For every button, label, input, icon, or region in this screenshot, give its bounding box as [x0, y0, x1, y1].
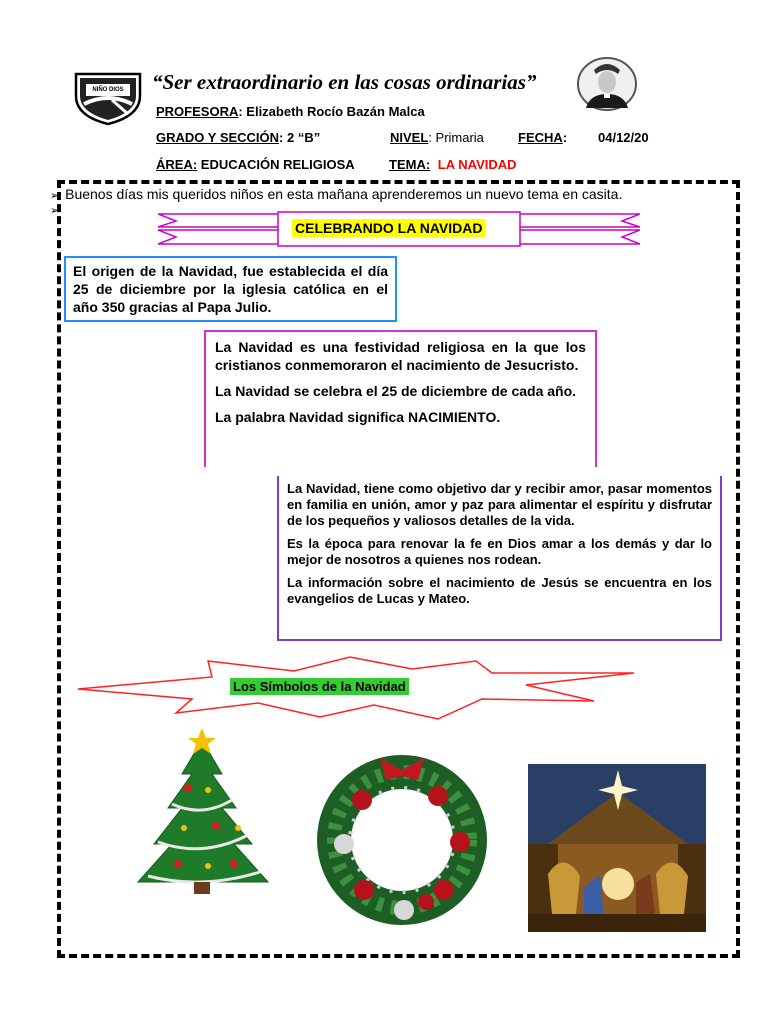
- fecha-label: FECHA: [518, 130, 563, 145]
- grado-row: [156, 130, 320, 145]
- definition-p2: La Navidad se celebra el 25 de diciembre de cada año.: [215, 383, 577, 399]
- bullet-arrow-2: ➢: [50, 204, 60, 217]
- frame-top-border: [57, 180, 740, 184]
- purpose-p2: Es la época para renovar la fe en Dios amar a los demás y dar lo mejor de nosotros a quienes nos rodean.: [287, 536, 712, 567]
- purpose-p3: La información sobre el nacimiento de Jesús se encuentra en los evangelios de Lucas y Mateo.: [287, 575, 712, 606]
- origin-box: [64, 256, 397, 322]
- nivel-field: [390, 130, 484, 145]
- tema-label: TEMA:: [389, 157, 431, 172]
- nivel-label: NIVEL: [390, 130, 429, 145]
- school-logo: [72, 70, 144, 126]
- intro-line: [50, 186, 622, 202]
- tema-field: [389, 157, 517, 172]
- definition-p1: La Navidad es una festividad religiosa en la que los cristianos conmemoraron el nacimiento de Jesucristo.: [215, 339, 586, 373]
- priest-portrait: [576, 56, 638, 112]
- bullet-arrow: ➢: [50, 189, 60, 202]
- area-label: ÁREA:: [156, 157, 198, 172]
- grado-label: GRADO Y SECCIÓN: [156, 130, 280, 145]
- nativity-scene-image: [528, 764, 706, 932]
- christmas-wreath-image: [304, 740, 500, 936]
- frame-bottom-border: [57, 954, 740, 958]
- fecha-field: [518, 130, 567, 145]
- definition-box: [204, 330, 597, 467]
- logo-text: NIÑO DIOS: [92, 87, 124, 93]
- nivel-value: : Primaria: [428, 130, 484, 145]
- purpose-box: [277, 476, 722, 641]
- intro-text: Buenos días mis queridos niños en esta mañana aprenderemos un nuevo tema en casita.: [65, 186, 623, 202]
- christmas-tree-image: [118, 726, 290, 902]
- frame-right-border: [736, 180, 740, 958]
- banner-title: CELEBRANDO LA NAVIDAD: [292, 219, 485, 237]
- purpose-p1: La Navidad, tiene como objetivo dar y recibir amor, pasar momentos en familia en unión, amor y paz para alimentar el espíritu y disfrutar de los pequeños y valiosos detalles de la vida.: [287, 481, 712, 528]
- symbols-title: Los Símbolos de la Navidad: [230, 678, 409, 695]
- tema-value: LA NAVIDAD: [437, 157, 517, 172]
- grado-value: : 2 “B”: [279, 130, 321, 145]
- profesora-value: : Elizabeth Rocío Bazán Malca: [238, 104, 425, 119]
- motto-title: “Ser extraordinario en las cosas ordinarias”: [152, 70, 537, 94]
- area-value: EDUCACIÓN RELIGIOSA: [197, 157, 355, 172]
- definition-p3: La palabra Navidad significa NACIMIENTO.: [215, 409, 501, 425]
- frame-left-border: [57, 180, 61, 958]
- profesora-label: PROFESORA: [156, 104, 239, 119]
- profesora-row: [156, 104, 425, 119]
- fecha-value: 04/12/20: [598, 130, 649, 145]
- area-row: [156, 157, 355, 172]
- fecha-colon: :: [562, 130, 568, 145]
- origin-text: El origen de la Navidad, fue establecida el día 25 de diciembre por la iglesia católica en el año 350 gracias al Papa Julio.: [73, 263, 388, 315]
